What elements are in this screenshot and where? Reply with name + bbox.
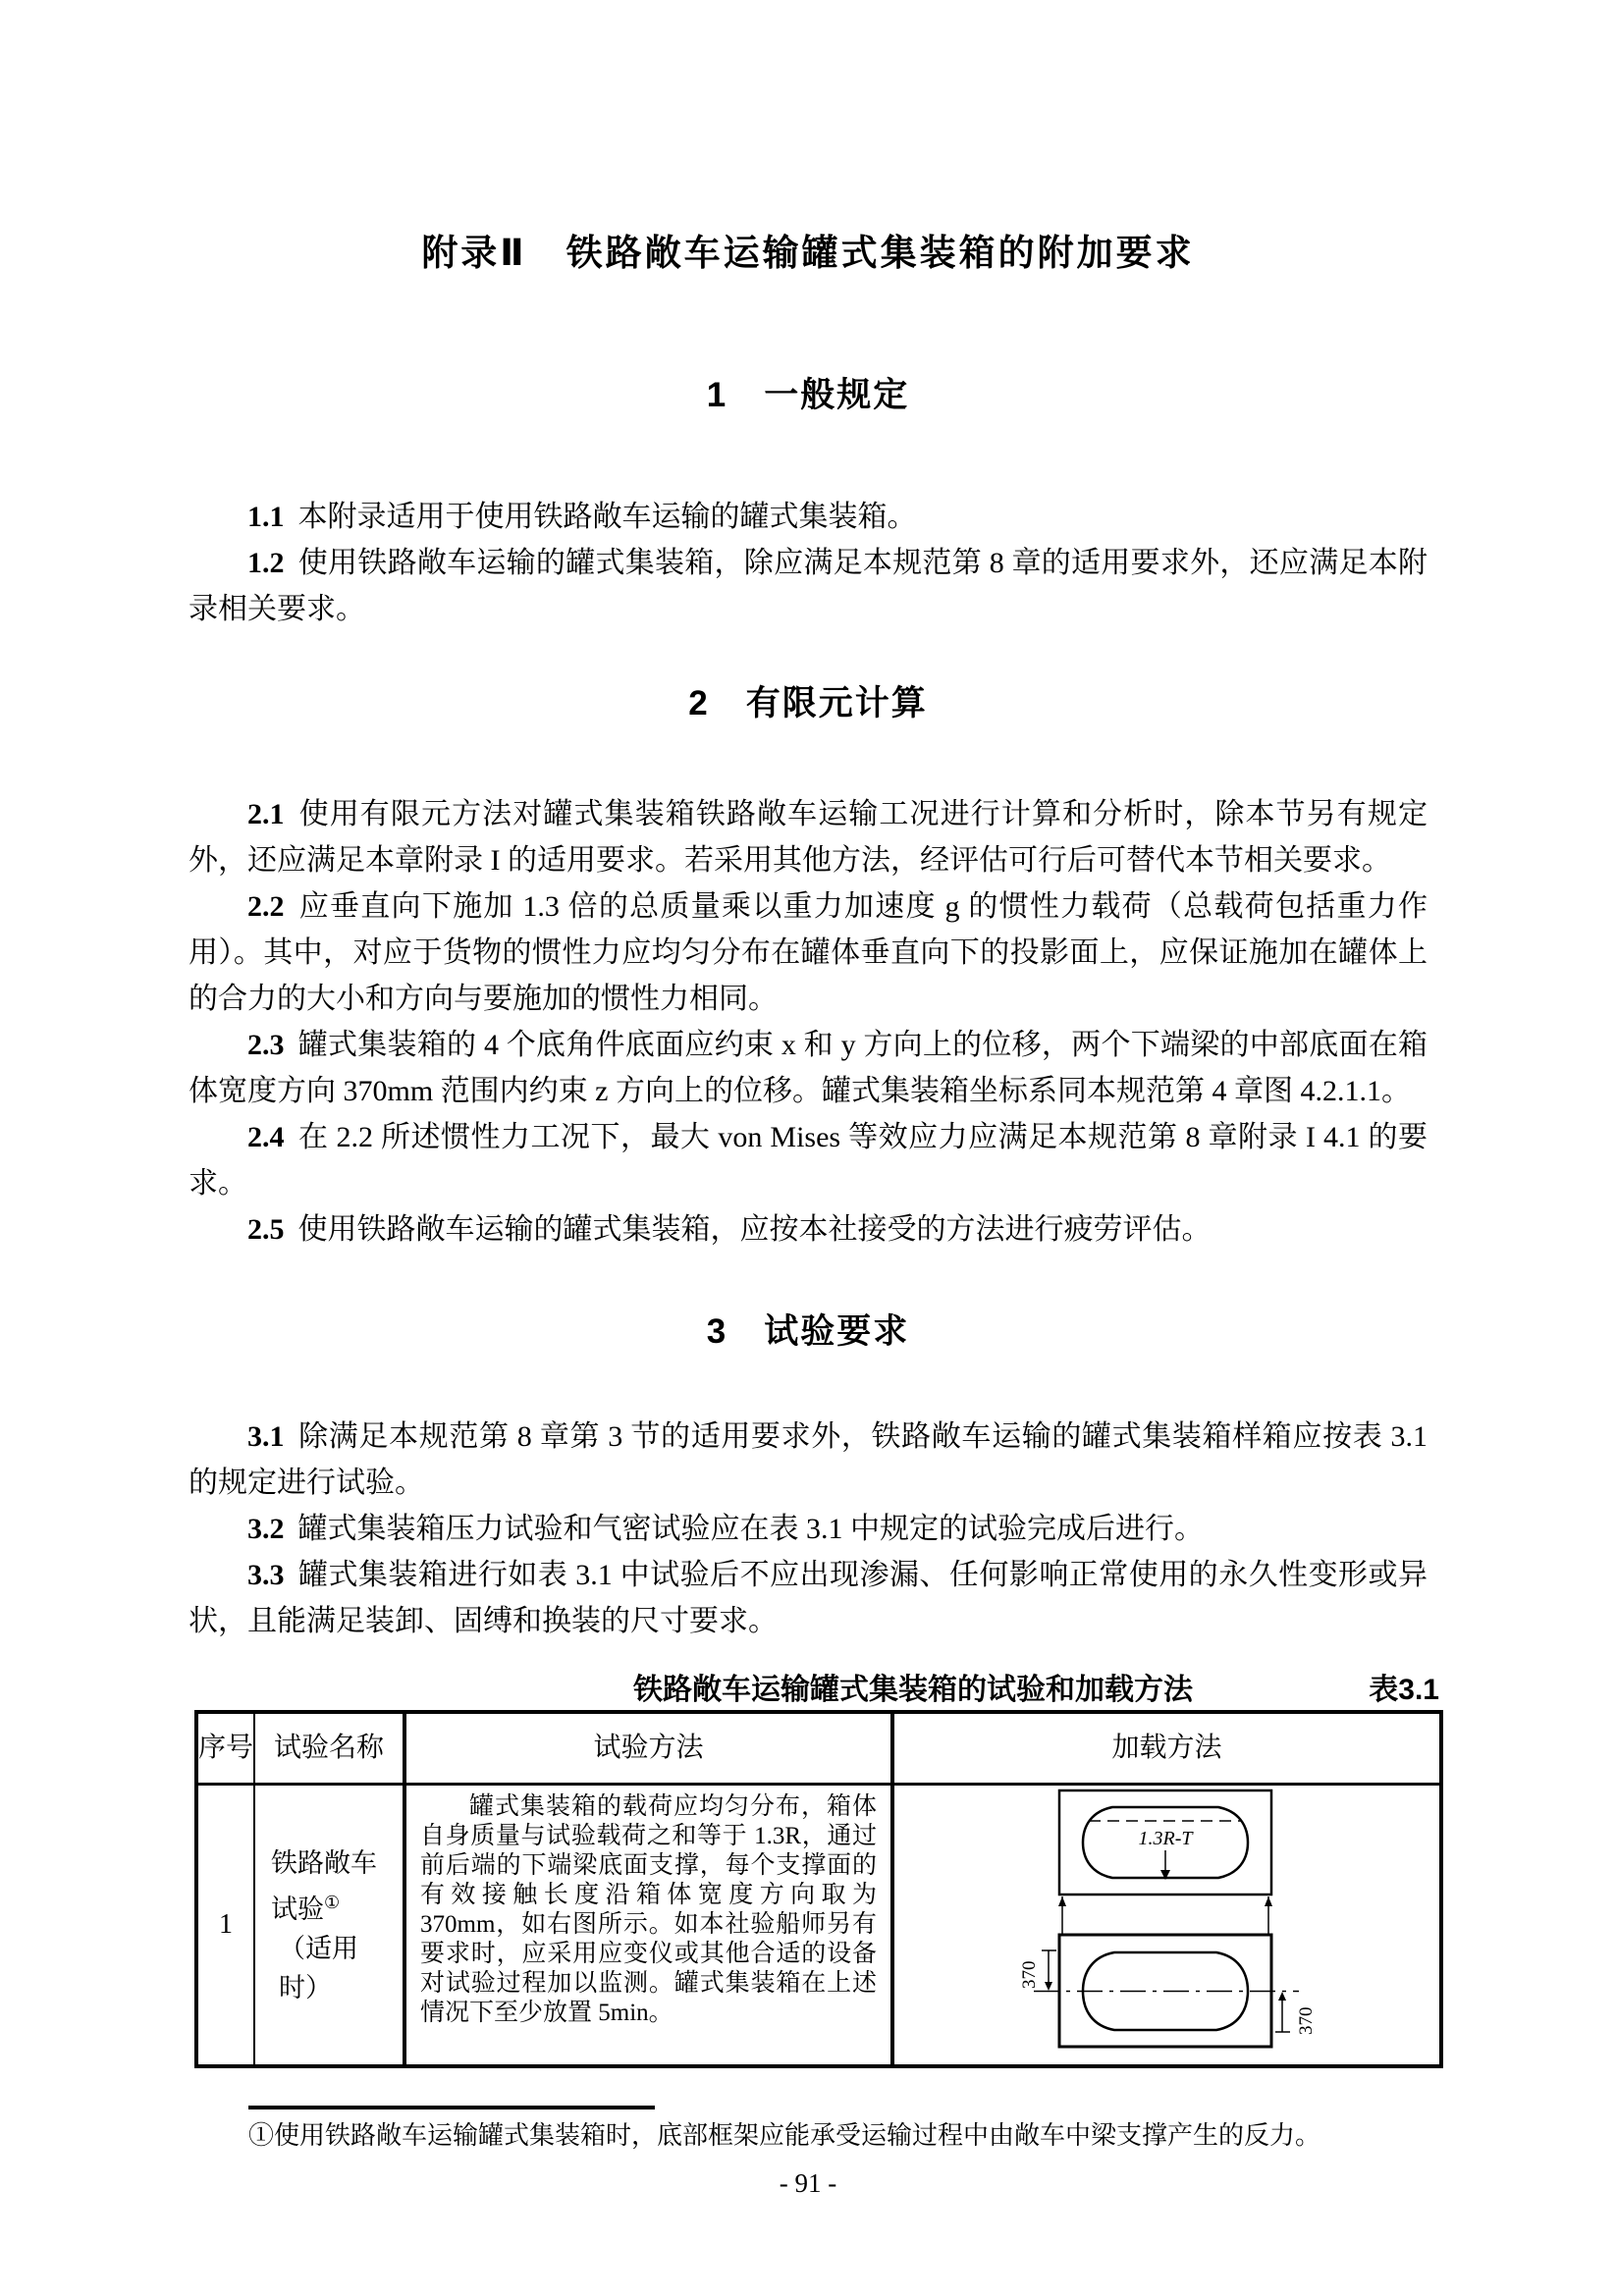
- table-number: 表3.1: [1369, 1674, 1439, 1706]
- section-1-body: [189, 494, 1427, 632]
- paragraph-number: 3.2: [247, 1513, 285, 1545]
- paragraph-2-3: [189, 1022, 1427, 1114]
- appendix-title: 附录Ⅱ 铁路敞车运输罐式集装箱的附加要求: [421, 233, 1195, 273]
- dim-370-right: [1275, 1992, 1317, 2035]
- paragraph-text: 罐式集装箱压力试验和气密试验应在表 3.1 中规定的试验完成后进行。: [297, 1513, 1204, 1545]
- row-number-cell: 1: [196, 1785, 254, 2067]
- section-1-heading: 1 一般规定: [706, 376, 910, 414]
- col-header-loading-method: 加载方法: [892, 1712, 1441, 1785]
- test-methods-table: [194, 1710, 1443, 2068]
- paragraph-text: 罐式集装箱的 4 个底角件底面应约束 x 和 y 方向上的位移，两个下端梁的中部底面在箱体宽度方向 370mm 范围内约束 z 方向上的位移。罐式集装箱坐标系同本规范第 4 章图 4.2.1.1。: [189, 1029, 1427, 1107]
- dim-370-left: [1019, 1950, 1056, 1991]
- test-name-condition: （适用时）: [279, 1933, 358, 2002]
- paragraph-number: 2.5: [247, 1213, 285, 1246]
- paragraph-text: 罐式集装箱进行如表 3.1 中试验后不应出现渗漏、任何影响正常使用的永久性变形或异状，且能满足装卸、固缚和换装的尺寸要求。: [189, 1559, 1427, 1637]
- support-leader-lines: [1058, 1896, 1272, 1934]
- paragraph-number: 1.2: [247, 547, 285, 579]
- paragraph-3-2: [189, 1506, 1427, 1552]
- svg-text:370: 370: [1019, 1960, 1040, 1989]
- paragraph-text: 使用有限元方法对罐式集装箱铁路敞车运输工况进行计算和分析时，除本节另有规定外，还应满足本章附录 I 的适用要求。若采用其他方法，经评估可行后可替代本节相关要求。: [189, 798, 1427, 877]
- table-title: 铁路敞车运输罐式集装箱的试验和加载方法: [633, 1674, 1193, 1706]
- paragraph-1-1: [189, 494, 1427, 540]
- svg-text:370: 370: [1296, 2006, 1317, 2035]
- col-header-test-name: 试验名称: [254, 1712, 404, 1785]
- paragraph-2-5: [189, 1206, 1427, 1253]
- loading-method-cell: [892, 1785, 1441, 2067]
- load-label: 1.3R-T: [1138, 1828, 1193, 1849]
- paragraph-number: 2.2: [247, 890, 285, 923]
- table-header-row: [196, 1712, 1441, 1785]
- footnote-reference-mark: ①: [324, 1892, 341, 1912]
- paragraph-number: 3.1: [247, 1420, 285, 1453]
- test-name-cell: [254, 1785, 404, 2067]
- paragraph-text: 在 2.2 所述惯性力工况下，最大 von Mises 等效应力应满足本规范第 8 章附录 I 4.1 的要求。: [189, 1121, 1427, 1200]
- table-caption-row: [194, 1671, 1439, 1710]
- paragraph-number: 2.1: [247, 798, 285, 830]
- col-header-test-method: 试验方法: [404, 1712, 892, 1785]
- paragraph-2-4: [189, 1114, 1427, 1206]
- section-2-body: [189, 791, 1427, 1253]
- footnote-text: ①使用铁路敞车运输罐式集装箱时，底部框架应能承受运输过程中由敞车中梁支撑产生的反力。: [248, 2121, 1321, 2150]
- paragraph-text: 使用铁路敞车运输的罐式集装箱，应按本社接受的方法进行疲劳评估。: [297, 1213, 1212, 1246]
- paragraph-text: 除满足本规范第 8 章第 3 节的适用要求外，铁路敞车运输的罐式集装箱样箱应按表 3.1 的规定进行试验。: [189, 1420, 1427, 1499]
- paragraph-3-3: [189, 1552, 1427, 1644]
- section-2-heading: 2 有限元计算: [688, 684, 928, 722]
- paragraph-3-1: [189, 1414, 1427, 1506]
- paragraph-number: 3.3: [247, 1559, 285, 1591]
- page-number: - 91 -: [779, 2168, 837, 2198]
- paragraph-1-2: [189, 540, 1427, 632]
- footnote-separator: [248, 2106, 655, 2109]
- paragraph-text: 应垂直向下施加 1.3 倍的总质量乘以重力加速度 g 的惯性力载荷（总载荷包括重力作用）。其中，对应于货物的惯性力应均匀分布在罐体垂直向下的投影面上，应保证施加在罐体上的合力的大小和方向与要施加的惯性力相同。: [189, 890, 1427, 1015]
- section-3-body: [189, 1414, 1427, 1644]
- loading-diagram: [894, 1786, 1440, 2064]
- paragraph-number: 2.4: [247, 1121, 285, 1153]
- test-name: 铁路敞车试验①: [271, 1847, 377, 1924]
- page-content: [189, 0, 1439, 2199]
- paragraph-2-2: [189, 883, 1427, 1022]
- paragraph-number: 2.3: [247, 1029, 285, 1061]
- test-method-cell: 罐式集装箱的载荷应均匀分布，箱体自身质量与试验载荷之和等于 1.3R，通过前后端的下端梁底面支撑，每个支撑面的有效接触长度沿箱体宽度方向取为 370mm，如右图所示。如本社验船师另有要求时，应采用应变仪或其他合适的设备对试验过程加以监测。罐式集装箱在上述情况下至少放置 5min。: [404, 1785, 892, 2067]
- paragraph-text: 使用铁路敞车运输的罐式集装箱，除应满足本规范第 8 章的适用要求外，还应满足本附录相关要求。: [189, 547, 1427, 625]
- paragraph-2-1: [189, 791, 1427, 883]
- tank-plan-view: [1019, 1935, 1317, 2047]
- section-3-heading: 3 试验要求: [706, 1312, 910, 1351]
- paragraph-number: 1.1: [247, 501, 285, 533]
- table-row: [196, 1785, 1441, 2067]
- tank-side-view: [1059, 1790, 1271, 1895]
- paragraph-text: 本附录适用于使用铁路敞车运输的罐式集装箱。: [297, 501, 917, 533]
- col-header-no: 序号: [196, 1712, 254, 1785]
